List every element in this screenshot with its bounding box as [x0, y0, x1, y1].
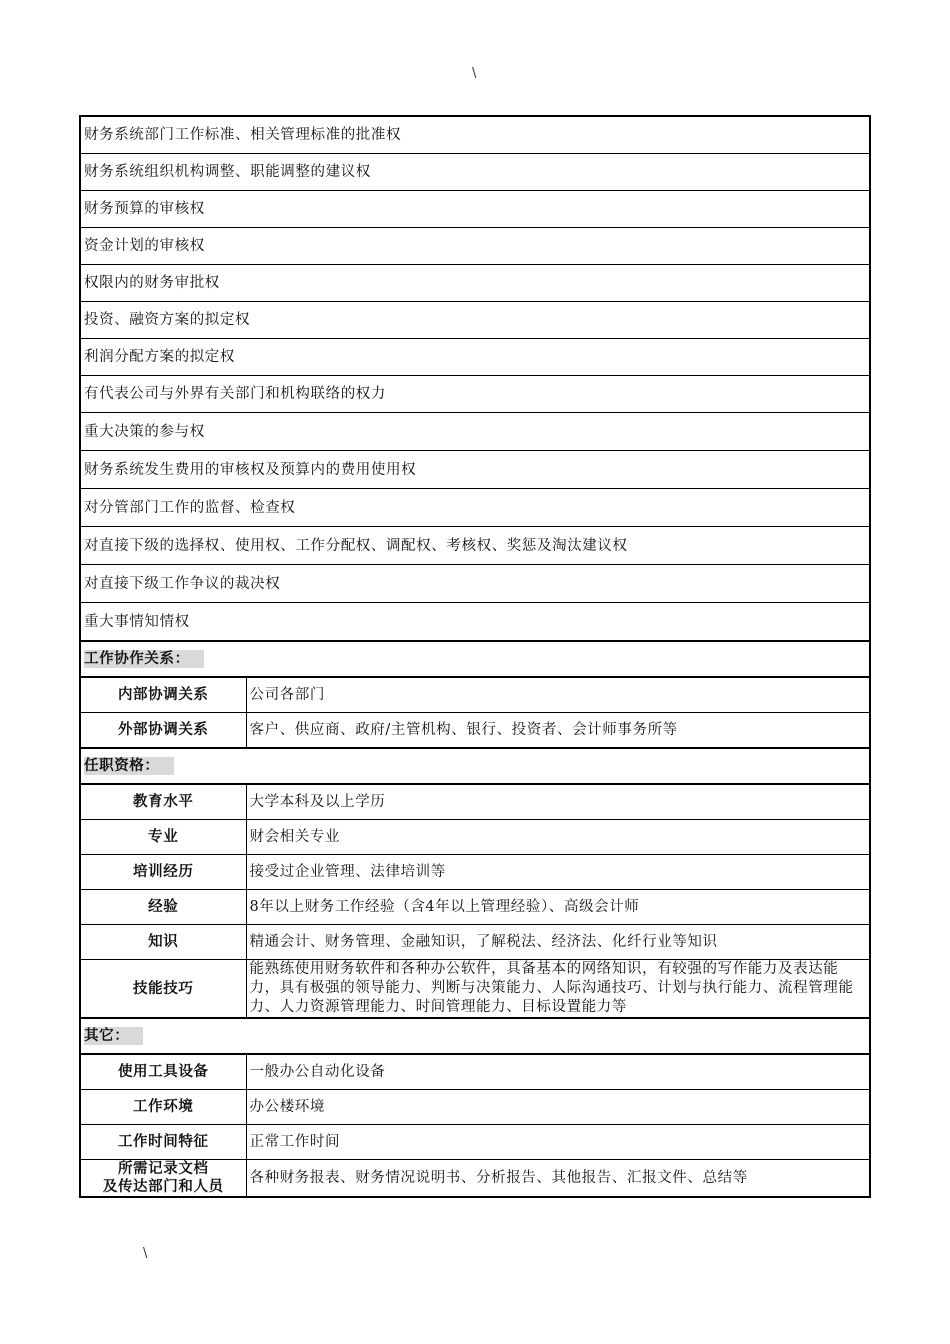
field-label: 技能技巧	[80, 960, 246, 1019]
authority-text: 财务预算的审核权	[80, 191, 870, 228]
table-row	[80, 1054, 870, 1090]
authority-text: 有代表公司与外界有关部门和机构联络的权力	[80, 376, 870, 413]
authority-text: 重大事情知情权	[80, 603, 870, 642]
section-title: 任职资格：	[84, 757, 174, 775]
field-label: 经验	[80, 890, 246, 925]
field-value: 能熟练使用财务软件和各种办公软件，具备基本的网络知识，有较强的写作能力及表达能力，具有极强的领导能力、判断与决策能力、人际沟通技巧、计划与执行能力、流程管理能力、人力资源管理能力、时间管理能力、目标设置能力等	[246, 960, 870, 1019]
table-row	[80, 960, 870, 1019]
field-label: 培训经历	[80, 855, 246, 890]
table-row	[80, 925, 870, 960]
authority-text: 财务系统部门工作标准、相关管理标准的批准权	[80, 116, 870, 154]
authority-text: 重大决策的参与权	[80, 413, 870, 451]
authority-text: 投资、融资方案的拟定权	[80, 302, 870, 339]
table-row	[80, 1125, 870, 1160]
table-row	[80, 820, 870, 855]
authority-row	[80, 302, 870, 339]
field-value: 大学本科及以上学历	[246, 784, 870, 820]
page-mark-top: \	[472, 66, 477, 81]
authority-row	[80, 527, 870, 565]
authority-row	[80, 339, 870, 376]
authority-text: 财务系统组织机构调整、职能调整的建议权	[80, 154, 870, 191]
field-label: 外部协调关系	[80, 713, 246, 749]
field-value: 一般办公自动化设备	[246, 1054, 870, 1090]
field-label: 使用工具设备	[80, 1054, 246, 1090]
section-header-cooperation	[80, 641, 870, 677]
authority-text: 利润分配方案的拟定权	[80, 339, 870, 376]
authority-row	[80, 451, 870, 489]
table-row	[80, 677, 870, 713]
authority-text: 对直接下级工作争议的裁决权	[80, 565, 870, 603]
authority-row	[80, 228, 870, 265]
field-value: 精通会计、财务管理、金融知识，了解税法、经济法、化纤行业等知识	[246, 925, 870, 960]
job-description-table	[79, 115, 871, 1198]
table-row	[80, 1090, 870, 1125]
authority-row	[80, 376, 870, 413]
field-value: 办公楼环境	[246, 1090, 870, 1125]
field-label: 教育水平	[80, 784, 246, 820]
page-mark-bottom: \	[143, 1246, 148, 1261]
authority-row	[80, 154, 870, 191]
field-label	[80, 1160, 246, 1198]
field-value: 公司各部门	[246, 677, 870, 713]
authority-row	[80, 489, 870, 527]
authority-text: 资金计划的审核权	[80, 228, 870, 265]
field-value: 正常工作时间	[246, 1125, 870, 1160]
authority-row	[80, 413, 870, 451]
table-row	[80, 1160, 870, 1198]
table-row	[80, 890, 870, 925]
table-row	[80, 713, 870, 749]
field-label: 工作时间特征	[80, 1125, 246, 1160]
section-title: 其它：	[84, 1027, 143, 1045]
table-row	[80, 784, 870, 820]
authority-row	[80, 265, 870, 302]
field-label-line: 及传达部门和人员	[102, 1179, 224, 1195]
field-value: 8年以上财务工作经验（含4年以上管理经验）、高级会计师	[246, 890, 870, 925]
field-value: 各种财务报表、财务情况说明书、分析报告、其他报告、汇报文件、总结等	[246, 1160, 870, 1198]
authority-row	[80, 565, 870, 603]
field-value: 客户、供应商、政府/主管机构、银行、投资者、会计师事务所等	[246, 713, 870, 749]
section-header-other	[80, 1018, 870, 1054]
section-title: 工作协作关系：	[84, 650, 204, 668]
table-row	[80, 855, 870, 890]
authority-row	[80, 191, 870, 228]
field-value: 财会相关专业	[246, 820, 870, 855]
authority-text: 对直接下级的选择权、使用权、工作分配权、调配权、考核权、奖惩及淘汰建议权	[80, 527, 870, 565]
authority-row	[80, 603, 870, 642]
field-label: 内部协调关系	[80, 677, 246, 713]
authority-text: 权限内的财务审批权	[80, 265, 870, 302]
authority-text: 对分管部门工作的监督、检查权	[80, 489, 870, 527]
section-header-qualifications	[80, 748, 870, 784]
field-value: 接受过企业管理、法律培训等	[246, 855, 870, 890]
authority-text: 财务系统发生费用的审核权及预算内的费用使用权	[80, 451, 870, 489]
field-label: 知识	[80, 925, 246, 960]
field-label: 工作环境	[80, 1090, 246, 1125]
field-label: 专业	[80, 820, 246, 855]
field-label-line: 所需记录文档	[117, 1161, 209, 1177]
authority-row	[80, 116, 870, 154]
